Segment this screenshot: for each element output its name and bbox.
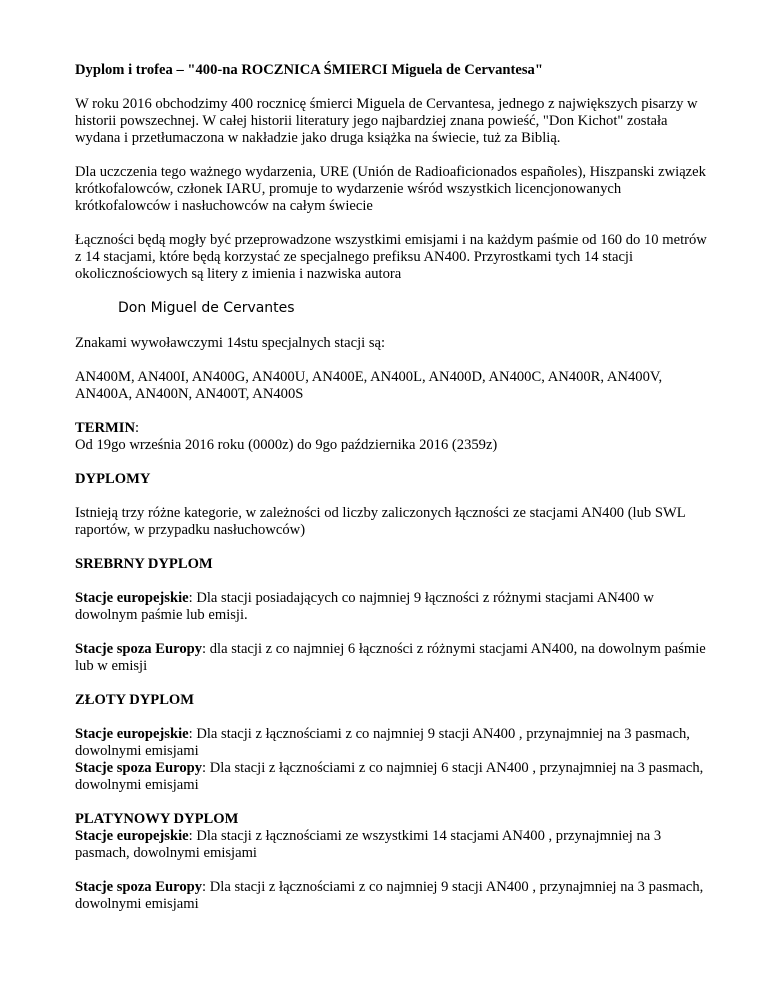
platinum-eu-paragraph bbox=[75, 828, 708, 862]
gold-heading: ZŁOTY DYPLOM bbox=[75, 692, 195, 708]
silver-heading: SREBRNY DYPLOM bbox=[75, 556, 213, 572]
qso-paragraph: Łączności będą mogły być przeprowadzone wszystkimi emisjami i na każdym paśmie od 160 do 10 metrów z 14 stacjami, które będą korzystać ze specjalnego prefiksu AN400. Przyrostkami tych 14 stacji okolicznościowych są litery z imienia i nazwiska autora bbox=[75, 232, 707, 282]
callsigns-list: AN400M, AN400I, AN400G, AN400U, AN400E, AN400L, AN400D, AN400C, AN400R, AN400V, AN400A, AN400N, AN400T, AN400S bbox=[75, 369, 663, 402]
gold-non-eu-label: Stacje spoza Europy bbox=[75, 760, 203, 776]
silver-eu-label: Stacje europejskie bbox=[75, 590, 189, 606]
silver-eu-paragraph bbox=[75, 590, 708, 624]
gold-non-eu-paragraph bbox=[75, 760, 708, 794]
silver-non-eu-text: : dla stacji z co najmniej 6 łączności z różnymi stacjami AN400, na dowolnym paśmie lub w emisji bbox=[75, 641, 706, 674]
gold-non-eu-text: : Dla stacji z łącznościami z co najmniej 6 stacji AN400 , przynajmniej na 3 pasmach, dowolnymi emisjami bbox=[75, 760, 704, 793]
gold-eu-text: : Dla stacji z łącznościami z co najmniej 9 stacji AN400 , przynajmniej na 3 pasmach, dowolnymi emisjami bbox=[75, 726, 690, 759]
author-name-line: Don Miguel de Cervantes bbox=[118, 300, 295, 316]
platinum-non-eu-text: : Dla stacji z łącznościami z co najmniej 9 stacji AN400 , przynajmniej na 3 pasmach, dowolnymi emisjami bbox=[75, 879, 704, 912]
silver-non-eu-paragraph bbox=[75, 641, 708, 675]
gold-eu-paragraph bbox=[75, 726, 708, 760]
term-text: Od 19go września 2016 roku (0000z) do 9go października 2016 (2359z) bbox=[75, 437, 498, 453]
silver-eu-text: : Dla stacji posiadających co najmniej 9 łączności z różnymi stacjami AN400 w dowolnym paśmie lub emisji. bbox=[75, 590, 654, 623]
callsigns-intro: Znakami wywoławczymi 14stu specjalnych stacji są: bbox=[75, 335, 386, 351]
platinum-non-eu-label: Stacje spoza Europy bbox=[75, 879, 203, 895]
gold-eu-label: Stacje europejskie bbox=[75, 726, 189, 742]
intro-paragraph: W roku 2016 obchodzimy 400 rocznicę śmierci Miguela de Cervantesa, jednego z największych pisarzy w historii powszechnej. W całej historii literatury jego najbardziej znana powieść, "Don Kichot" została wydana i przetłumaczona w nakładzie jako druga książka na świecie, tuż za Biblią. bbox=[75, 96, 698, 146]
term-colon: : bbox=[135, 420, 140, 436]
dyplomy-heading: DYPLOMY bbox=[75, 471, 151, 487]
term-heading bbox=[75, 420, 708, 437]
platinum-non-eu-paragraph bbox=[75, 879, 708, 913]
silver-non-eu-label: Stacje spoza Europy bbox=[75, 641, 203, 657]
platinum-eu-text: : Dla stacji z łącznościami ze wszystkimi 14 stacjami AN400 , przynajmniej na 3 pasmach, dowolnymi emisjami bbox=[75, 828, 662, 861]
platinum-heading: PLATYNOWY DYPLOM bbox=[75, 811, 239, 827]
ure-paragraph: Dla uczczenia tego ważnego wydarzenia, URE (Unión de Radioaficionados españoles), Hiszpanski związek krótkofalowców, członek IARU, promuje to wydarzenie wśród wszystkich licencjonowanych krótkofalowców i nasłuchowców na całym świecie bbox=[75, 164, 706, 214]
term-section bbox=[75, 420, 708, 454]
term-label: TERMIN bbox=[75, 420, 135, 436]
document-title: Dyplom i trofea – "400-na ROCZNICA ŚMIERCI Miguela de Cervantesa" bbox=[75, 62, 543, 78]
dyplomy-text: Istnieją trzy różne kategorie, w zależności od liczby zaliczonych łączności ze stacjami AN400 (lub SWL raportów, w przypadku nasłuchowców) bbox=[75, 505, 686, 538]
platinum-eu-label: Stacje europejskie bbox=[75, 828, 189, 844]
